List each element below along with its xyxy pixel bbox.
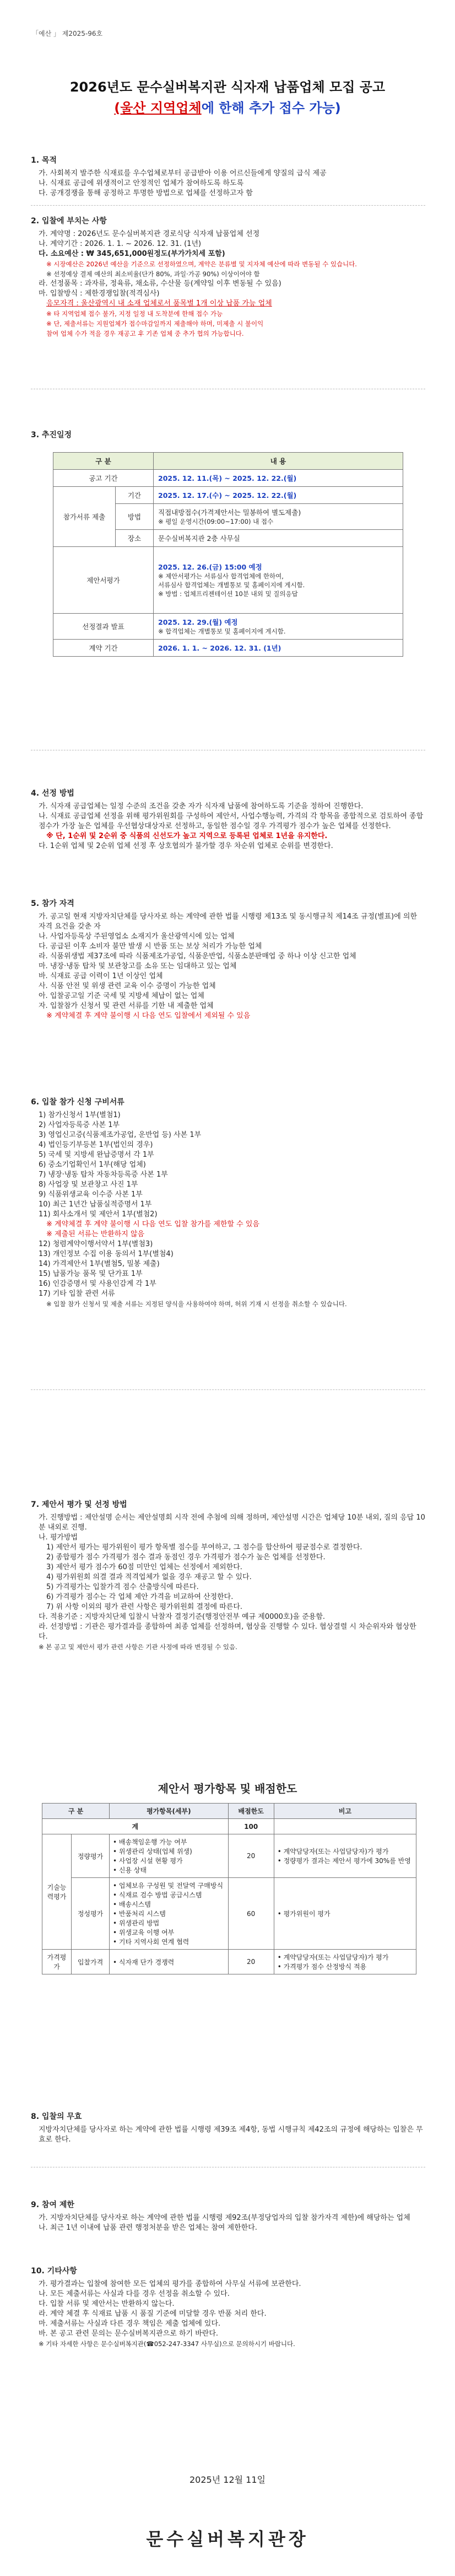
list-item: 아. 입찰공고일 기준 국세 및 지방세 체납이 없는 업체 <box>39 992 204 1000</box>
row-value: 2026. 1. 1. ~ 2026. 12. 31. (1년) <box>154 640 403 657</box>
section-heading: 3. 추진일정 <box>31 431 72 439</box>
list-item: 자. 입찰참가 신청서 및 관련 서류를 기한 내 제출한 업체 <box>39 1002 214 1010</box>
list-item: 4) 법인등기부등본 1부(법인의 경우) <box>39 1141 153 1149</box>
section-evaluation <box>31 1500 425 1652</box>
budget-line: 다. 소요예산 : ₩ 345,651,000원정도(부가가치세 포함) <box>39 250 225 258</box>
row-label: 제안서평가 <box>53 547 154 614</box>
paragraph: 가. 식자재 공급업체는 일정 수준의 조건을 갖춘 자가 식자재 납품에 참여하도록 기준을 정하여 진행한다. <box>39 802 364 811</box>
paragraph: 가. 지방자치단체를 당사자로 하는 계약에 관한 법률 시행령 제92조(부정당업자의 입찰 참가자격 제한)에 해당하는 업체 <box>39 2214 410 2222</box>
row-score: 100 <box>228 1819 274 1834</box>
section-invalid-bid <box>31 2112 425 2145</box>
list-item: 6) 가격평가 점수는 각 업체 제안 가격을 비교하여 산정한다. <box>46 1593 234 1601</box>
row-sublabel: 장소 <box>116 530 154 547</box>
list-item: 1) 제안서 평가는 평가위원이 평가 항목별 점수를 부여하고, 그 점수를 합산하여 평균점수로 결정한다. <box>46 1543 362 1552</box>
row-value: 2025. 12. 11.(목) ~ 2025. 12. 22.(월) <box>154 470 403 487</box>
paragraph: 지방자치단체를 당사자로 하는 계약에 관한 법률 시행령 제39조 제4항, 동법 시행규칙 제42조의 규정에 해당하는 입찰은 무효로 한다. <box>39 2126 423 2144</box>
list-item: 바. 본 공고 관련 문의는 문수실버복지관으로 하기 바란다. <box>39 2330 219 2338</box>
row-score: 60 <box>228 1878 274 1950</box>
paragraph: 나. 식재료 공급업체 선정을 위해 평가위원회를 구성하여 제안서, 사업수행능력, 가격의 각 항목을 종합적으로 검토하여 종합점수가 가장 높은 업체를 우선협상대상자로 선정하고, 동일한 점수일 경우 가격평가 점수가 높은 업체를 선정한다. <box>39 812 424 830</box>
paragraph: 가. 사회복지 발주한 식재료를 우수업체로부터 공급받아 이용 어르신들에게 양질의 급식 제공 <box>39 169 327 178</box>
row-value <box>154 547 403 614</box>
row-label: 계 <box>42 1819 229 1834</box>
row-score: 20 <box>228 1834 274 1878</box>
note: ※ 계약체결 후 계약 불이행 시 다음 연도 입찰에서 제외될 수 있음 <box>46 1012 251 1020</box>
paragraph: 가. 계약명 : 2026년도 문수실버복지관 경로식당 식자재 납품업체 선정 <box>39 230 260 238</box>
note: ※ 시장예산은 2026년 예산을 기준으로 선정하였으며, 계약은 분류별 및 지자체 예산에 따라 변동될 수 있습니다. <box>46 260 357 268</box>
section-heading: 1. 목적 <box>31 156 57 165</box>
list-item: 나. 사업자등록상 주된영업소 소재지가 울산광역시에 있는 업체 <box>39 932 235 941</box>
list-item: 마. 제출서류는 사실과 다른 경우 책임은 제출 업체에 있다. <box>39 2320 221 2328</box>
list-item: 9) 식품위생교육 이수증 사본 1부 <box>39 1190 143 1199</box>
organization-name: 문수실버복지관장 <box>146 2529 309 2550</box>
section-documents <box>31 1097 425 1309</box>
section-bidding <box>31 216 425 339</box>
table-header: 배점한도 <box>228 1804 274 1819</box>
section-schedule <box>31 430 425 443</box>
list-item: 다. 공급된 이후 소비자 불만 발생 시 반품 또는 보상 처리가 가능한 업체 <box>39 942 262 951</box>
paragraph: 라. 선정방법 : 기관은 평가결과를 종합하여 최종 업체를 선정하며, 협상을 진행할 수 있다. 협상결렬 시 차순위자와 협상한다. <box>39 1623 416 1641</box>
list-item: 6) 중소기업확인서 1부(해당 업체) <box>39 1161 146 1169</box>
paragraph: 나. 계약기간 : 2026. 1. 1. ~ 2026. 12. 31. (1년) <box>39 240 202 248</box>
section-heading: 8. 입찰의 무효 <box>31 2112 82 2121</box>
table-row <box>53 547 403 614</box>
list-item: 14) 가격제안서 1부(별첨5, 밀봉 제출) <box>39 1260 160 1268</box>
value-note: 서류심사 합격업체는 개별통보 및 홈페이지에 게시함. <box>158 581 305 589</box>
section-eligibility <box>31 899 425 1021</box>
section-purpose <box>31 155 425 198</box>
paragraph: 다. 적용기준 : 지방자치단체 입찰시 낙찰자 결정기준(행정안전부 예규 제0000호)을 준용함. <box>39 1613 326 1621</box>
section-heading: 6. 입찰 참가 신청 구비서류 <box>31 1098 124 1107</box>
note: ※ 단, 제출서류는 지원업체가 접수마감일까지 제출해야 하며, 미제출 시 불이익 <box>46 320 264 328</box>
row-value: 2025. 12. 17.(수) ~ 2025. 12. 22.(월) <box>154 487 403 504</box>
section-heading: 9. 참여 제한 <box>31 2201 74 2209</box>
row-label: 입찰가격 <box>72 1950 110 1974</box>
list-item: 라. 식품위생법 제37조에 따라 식품제조가공업, 식품운반업, 식품소분판매업 중 하나 이상 신고한 업체 <box>39 952 356 960</box>
value-note: ※ 평일 운영시간(09:00~17:00) 내 접수 <box>158 518 274 525</box>
row-items: • 배송책임운행 가능 여부 • 위생관리 상태(업체 위생) • 사업장 시설 현황 평가 • 신용 상태 <box>110 1834 229 1878</box>
list-item: 13) 개인정보 수집 이용 동의서 1부(별첨4) <box>39 1250 174 1258</box>
note: ※ 타 지역업체 접수 불가, 지정 일정 내 도착분에 한해 접수 가능 <box>46 310 223 318</box>
list-item: 다. 입찰 서류 및 제안서는 반환하지 않는다. <box>39 2300 175 2308</box>
list-item: 5) 국세 및 지방세 완납증명서 각 1부 <box>39 1151 154 1159</box>
table-header: 평가항목(세부) <box>110 1804 229 1819</box>
row-value: 문수실버복지관 2층 사무실 <box>154 530 403 547</box>
schedule-table <box>53 452 403 657</box>
note: ※ 단, 1순위 및 2순위 중 식품의 신선도가 높고 지역으로 등록된 업체로 1년을 유지한다. <box>46 832 328 840</box>
value-note: ※ 방법 : 업체프리젠테이션 10분 내외 및 질의응답 <box>158 590 298 598</box>
row-label: 정량평가 <box>72 1834 110 1878</box>
section-heading: 10. 기타사항 <box>31 2267 77 2276</box>
value-line: 2025. 12. 26.(금) 15:00 예정 <box>158 563 262 571</box>
list-item: 사. 식품 안전 및 위생 관련 교육 이수 증명이 가능한 업체 <box>39 982 216 990</box>
table-row <box>42 1878 416 1950</box>
row-items: • 업체보유 구성원 및 전달역 구매방식 • 식재료 검수 방법 공급시스템 • 배송시스템 • 반품처리 시스템 • 위생관리 방법 • 위생교육 이행 여부 • 기타 지역사회 연계 협력 <box>110 1878 229 1950</box>
evaluation-table-title: 제안서 평가항목 및 배점한도 <box>158 1782 297 1795</box>
table-row <box>53 640 403 657</box>
paragraph: 다. 공개경쟁을 통해 공정하고 투명한 방법으로 업체를 선정하고자 함 <box>39 189 253 197</box>
paragraph: 라. 선정품목 : 과자류, 정육류, 채소류, 수산물 등(계약일 이후 변동될 수 있음) <box>39 280 281 288</box>
contact-note: ※ 기타 자세한 사항은 문수실버복지관(☎052-247-3347 사무실)으로 문의하시기 바랍니다. <box>39 2340 295 2348</box>
paragraph: 마. 입찰방식 : 제한경쟁입찰(적격심사) <box>39 289 160 298</box>
section-heading: 2. 입찰에 부치는 사항 <box>31 217 107 226</box>
notice-title: 2026년도 문수실버복지관 식자재 납품업체 모집 공고 <box>69 79 386 95</box>
row-label: 계약 기간 <box>53 640 154 657</box>
table-header: 내 용 <box>154 453 403 470</box>
value-line: 2025. 12. 29.(월) 예정 <box>158 618 238 626</box>
section-others <box>31 2266 425 2349</box>
subtitle-highlight: (울산 지역업체 <box>114 100 202 116</box>
section-heading: 4. 선정 방법 <box>31 789 74 798</box>
row-label: 선정결과 발표 <box>53 614 154 640</box>
paragraph: 나. 최근 1년 이내에 납품 관련 행정처분을 받은 업체는 참여 제한한다. <box>39 2224 257 2232</box>
notice-date: 2025년 12월 11일 <box>189 2475 266 2485</box>
row-sublabel: 기간 <box>116 487 154 504</box>
list-item: 가. 평가결과는 입찰에 참여한 모든 업체의 평가를 종합하여 사무실 서류에 보관한다. <box>39 2280 301 2288</box>
row-label: 참가서류 제출 <box>53 487 116 547</box>
list-item: 라. 계약 체결 후 식재료 납품 시 품질 기준에 미달할 경우 반품 처리 한다. <box>39 2310 267 2318</box>
note: 참여 업체 수가 적을 경우 재공고 후 기존 업체 중 추가 협의 가능합니다. <box>46 330 244 337</box>
section-heading: 7. 제안서 평가 및 선정 방법 <box>31 1500 127 1509</box>
list-item: 15) 납품가능 품목 및 단가표 1부 <box>39 1270 143 1278</box>
list-item: 마. 냉장·냉동 탑차 및 보관창고를 소유 또는 임대하고 있는 업체 <box>39 962 237 970</box>
table-row <box>42 1819 416 1834</box>
notice-number: 「예산 」 제2025-96호 <box>32 30 103 37</box>
value-note: ※ 제안서평가는 서류심사 합격업체에 한하여, <box>158 572 284 580</box>
value-line: 직접내방접수(가격제안서는 밀봉하여 별도제출) <box>158 508 301 517</box>
notice-subtitle <box>0 97 455 116</box>
table-row <box>53 470 403 487</box>
table-header: 비고 <box>274 1804 416 1819</box>
list-item: 3) 제안서 평가 점수가 60점 미만인 업체는 선정에서 제외한다. <box>46 1563 242 1571</box>
list-item: 3) 영업신고증(식품제조가공업, 운반업 등) 사본 1부 <box>39 1131 202 1139</box>
table-header: 구 분 <box>42 1804 110 1819</box>
table-header: 구 분 <box>53 453 154 470</box>
list-item: 8) 사업장 및 보관창고 사진 1부 <box>39 1180 138 1189</box>
paragraph: 나. 평가방법 <box>39 1533 78 1542</box>
list-item: 4) 평가위원회 의결 결과 적격업체가 없을 경우 재공고 할 수 있다. <box>46 1573 252 1581</box>
list-item: 16) 인감증명서 및 사용인감계 각 1부 <box>39 1280 156 1288</box>
list-item: 7) 냉장·냉동 탑차 자동차등록증 사본 1부 <box>39 1171 168 1179</box>
subtitle-rest: 에 한해 추가 접수 가능) <box>201 100 341 116</box>
note: ※ 제출된 서류는 반환하지 않음 <box>46 1230 145 1238</box>
row-label: 공고 기간 <box>53 470 154 487</box>
row-group: 기술능력평가 <box>42 1834 72 1950</box>
table-row <box>42 1950 416 1974</box>
note: ※ 선정예상 결제 예산의 최소비율(단가 80%, 과일·가공 90%) 이상이어야 함 <box>46 270 260 278</box>
row-note: • 평가위원이 평가 <box>274 1878 416 1950</box>
list-item: 17) 기타 입찰 관련 서류 <box>39 1290 115 1298</box>
table-row <box>53 614 403 640</box>
list-item: 2) 사업자등록증 사본 1부 <box>39 1121 120 1129</box>
evaluation-table <box>42 1803 416 1974</box>
list-item: 가. 공고일 현재 지방자치단체를 당사자로 하는 계약에 관한 법률 시행령 제13조 및 동시행규칙 제14조 규정(별표)에 의한 자격 요건을 갖춘 자 <box>39 913 418 931</box>
row-note <box>274 1819 416 1834</box>
table-row <box>53 487 403 504</box>
row-value <box>154 614 403 640</box>
note: ※ 본 공고 및 제안서 평가 관련 사항은 기관 사정에 따라 변경될 수 있음. <box>39 1643 237 1651</box>
row-sublabel: 방법 <box>116 504 154 530</box>
list-item: 2) 종합평가 점수 가격평가 점수 결과 동점인 경우 가격평가 점수가 높은 업체를 선정한다. <box>46 1553 326 1561</box>
value-note: ※ 합격업체는 개별통보 및 홈페이지에 게시함. <box>158 627 286 635</box>
section-selection <box>31 788 425 851</box>
qualification-line: 응모자격 : 울산광역시 내 소재 업체로서 품목별 1개 이상 납품 가능 업체 <box>46 299 272 308</box>
row-value <box>154 504 403 530</box>
table-row <box>42 1834 416 1878</box>
paragraph: 다. 1순위 업체 및 2순위 업체 선정 후 상호협의가 불가할 경우 차순위 업체로 순위를 변경한다. <box>39 842 333 850</box>
list-item: 1) 참가신청서 1부(별첨1) <box>39 1111 121 1119</box>
paragraph: 나. 식재료 공급에 위생적이고 안정적인 업체가 참여하도록 하도록 <box>39 179 244 187</box>
row-group: 가격평가 <box>42 1950 72 1974</box>
divider <box>31 1389 425 1390</box>
row-note: • 계약담당자(또는 사업담당자)가 평가 • 가격평가 점수 산정방식 적용 <box>274 1950 416 1974</box>
list-item: 11) 회사소개서 및 제안서 1부(별첨2) <box>39 1210 158 1219</box>
row-label: 정성평가 <box>72 1878 110 1950</box>
row-items: • 식자재 단가 경쟁력 <box>110 1950 229 1974</box>
list-item: 10) 최근 1년간 납품실적증명서 1부 <box>39 1200 152 1209</box>
list-item: 바. 식재료 공급 이력이 1년 이상인 업체 <box>39 972 163 980</box>
section-heading: 5. 참가 자격 <box>31 899 74 908</box>
section-restriction <box>31 2200 425 2233</box>
list-item: 5) 가격평가는 입찰가격 점수 산출방식에 따른다. <box>46 1583 199 1591</box>
list-item: 나. 모든 제출서류는 사실과 다를 경우 선정을 취소할 수 있다. <box>39 2290 230 2298</box>
divider <box>31 205 425 206</box>
note: ※ 입찰 참가 신청서 및 제출 서류는 지정된 양식을 사용하여야 하며, 허위 기재 시 선정을 취소할 수 있습니다. <box>46 1300 347 1308</box>
row-note: • 계약담당자(또는 사업담당자)가 평가 • 정량평가 결과는 제안서 평가에 30%를 반영 <box>274 1834 416 1878</box>
paragraph: 가. 진행방법 : 제안설명 순서는 제안설명회 시작 전에 추첨에 의해 정하며, 제안설명 시간은 업체당 10분 내외, 질의 응답 10분 내외로 진행. <box>39 1514 425 1532</box>
list-item: 7) 위 사항 이외의 평가 관련 사항은 평가위원회 결정에 따른다. <box>46 1603 243 1611</box>
note: ※ 계약체결 후 계약 불이행 시 다음 연도 입찰 참가를 제한할 수 있음 <box>46 1220 259 1228</box>
list-item: 12) 청렴계약이행서약서 1부(별첨3) <box>39 1240 153 1248</box>
row-score: 20 <box>228 1950 274 1974</box>
